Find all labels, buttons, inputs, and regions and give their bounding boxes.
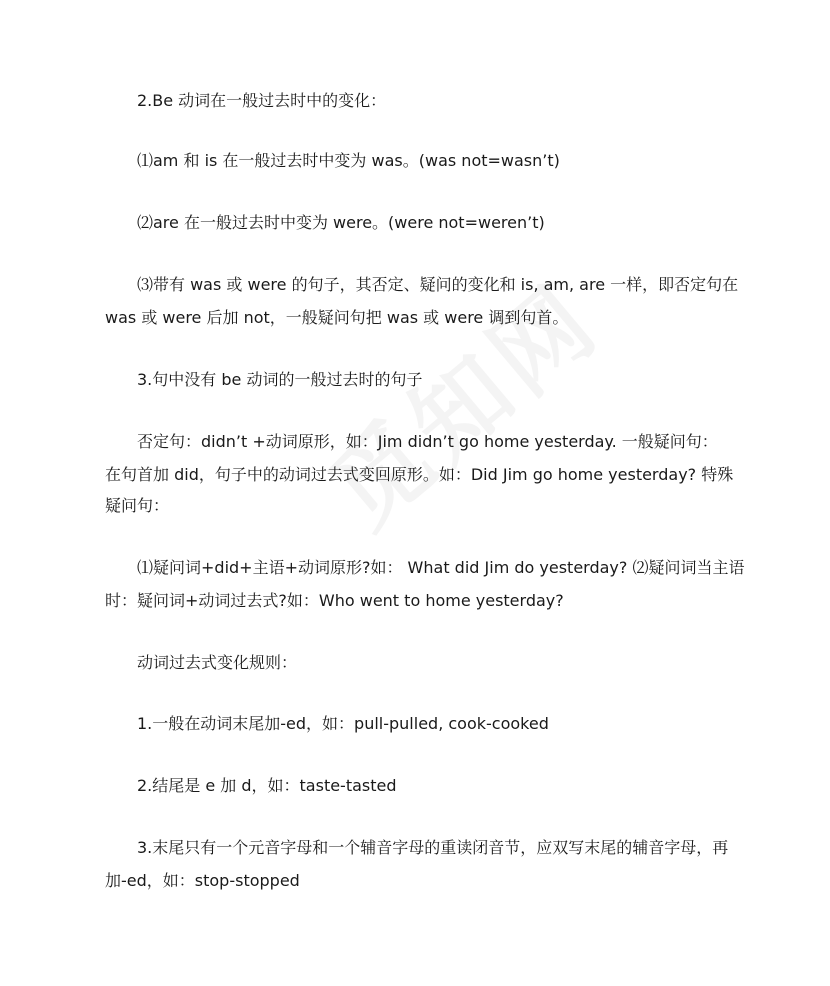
negative-sentence-line2: 在句首加 did，句子中的动词过去式变回原形。如：Did Jim go home yesterday? 特殊 bbox=[105, 465, 734, 484]
rule-add-d: 2.结尾是 e 加 d，如：taste-tasted bbox=[137, 776, 397, 795]
negative-sentence-line3: 疑问句： bbox=[105, 496, 170, 515]
rule-am-is: ⑴am 和 is 在一般过去时中变为 was。(was not=wasn’t) bbox=[137, 151, 560, 170]
heading-past-tense-rules: 动词过去式变化规则： bbox=[137, 653, 298, 672]
rule-double-consonant-line1: 3.末尾只有一个元音字母和一个辅音字母的重读闭音节，应双写末尾的辅音字母，再 bbox=[137, 838, 729, 857]
rule-double-consonant-line2: 加-ed，如：stop-stopped bbox=[105, 871, 300, 890]
rule-add-ed: 1.一般在动词末尾加-ed，如：pull-pulled, cook-cooked bbox=[137, 714, 549, 733]
heading-no-be-verb: 3.句中没有 be 动词的一般过去时的句子 bbox=[137, 370, 423, 389]
wh-question-line2: 时：疑问词+动词过去式?如：Who went to home yesterday? bbox=[105, 591, 564, 610]
rule-was-were-line1: ⑶带有 was 或 were 的句子，其否定、疑问的变化和 is, am, are 一样，即否定句在 bbox=[137, 275, 739, 294]
rule-are: ⑵are 在一般过去时中变为 were。(were not=weren’t) bbox=[137, 213, 545, 232]
wh-question-line1: ⑴疑问词+did+主语+动词原形?如： What did Jim do yesterday? ⑵疑问词当主语 bbox=[137, 558, 745, 577]
heading-be-verb-past: 2.Be 动词在一般过去时中的变化： bbox=[137, 91, 387, 110]
negative-sentence-line1: 否定句：didn’t +动词原形，如：Jim didn’t go home yesterday. 一般疑问句： bbox=[137, 432, 718, 451]
rule-was-were-line2: was 或 were 后加 not，一般疑问句把 was 或 were 调到句首。 bbox=[105, 308, 569, 327]
